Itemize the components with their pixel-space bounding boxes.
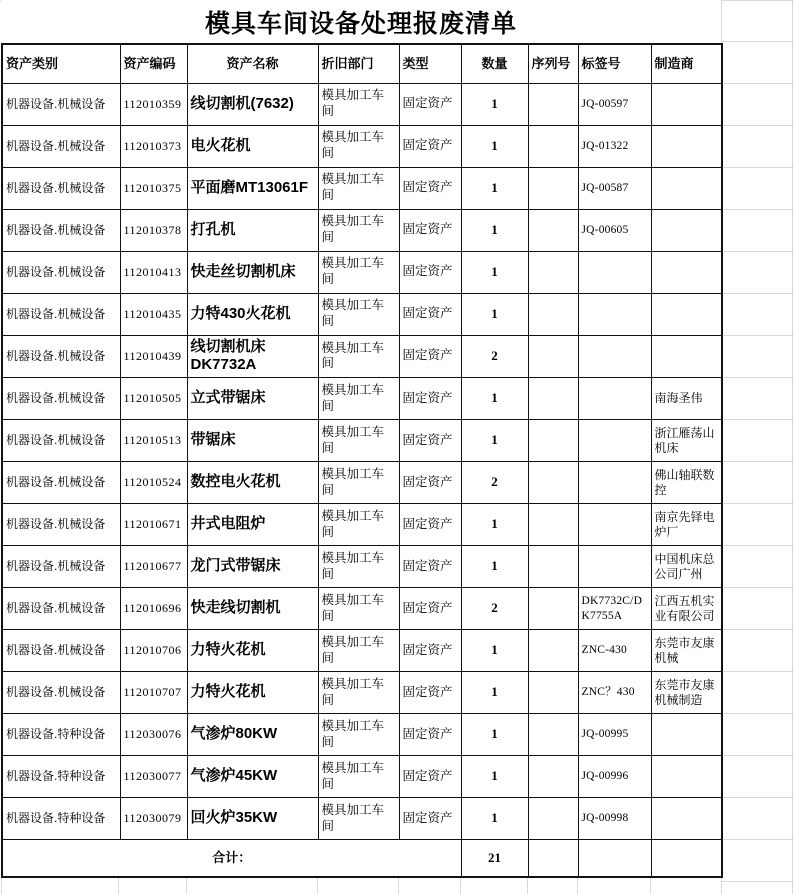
cell-tag-number: JQ-00587	[578, 167, 651, 209]
cell-asset-name: 快走线切割机	[187, 588, 318, 630]
table-row	[2, 378, 722, 420]
cell-tag-number: JQ-00998	[578, 798, 651, 840]
cell-depreciation-dept: 模具加工车间	[318, 125, 399, 167]
cell-depreciation-dept: 模具加工车间	[318, 335, 399, 378]
total-serial-empty	[528, 840, 578, 877]
table-row	[2, 672, 722, 714]
cell-manufacturer: 江西五机实业有限公司	[651, 588, 722, 630]
page-title: 模具车间设备处理报废清单	[1, 0, 721, 43]
cell-manufacturer: 南海圣伟	[651, 378, 722, 420]
cell-depreciation-dept: 模具加工车间	[318, 798, 399, 840]
cell-quantity: 1	[461, 504, 528, 546]
cell-serial-number	[528, 672, 578, 714]
grid-bottom-line	[721, 877, 722, 894]
column-header-depreciation-dept: 折旧部门	[318, 44, 399, 83]
cell-asset-category: 机器设备.机械设备	[2, 378, 120, 420]
cell-serial-number	[528, 378, 578, 420]
cell-asset-code: 112010373	[120, 125, 187, 167]
cell-quantity: 2	[461, 588, 528, 630]
spreadsheet-grid-right-margin	[721, 0, 794, 894]
cell-serial-number	[528, 756, 578, 798]
table-row	[2, 588, 722, 630]
cell-type: 固定资产	[399, 167, 461, 209]
cell-serial-number	[528, 335, 578, 378]
cell-quantity: 1	[461, 251, 528, 293]
cell-asset-category: 机器设备.机械设备	[2, 125, 120, 167]
cell-manufacturer	[651, 251, 722, 293]
cell-asset-name: 快走丝切割机床	[187, 251, 318, 293]
cell-asset-category: 机器设备.机械设备	[2, 420, 120, 462]
cell-asset-category: 机器设备.机械设备	[2, 83, 120, 125]
cell-asset-category: 机器设备.机械设备	[2, 293, 120, 335]
cell-quantity: 1	[461, 83, 528, 125]
cell-type: 固定资产	[399, 378, 461, 420]
cell-quantity: 1	[461, 167, 528, 209]
cell-asset-category: 机器设备.机械设备	[2, 672, 120, 714]
cell-asset-code: 112010505	[120, 378, 187, 420]
cell-type: 固定资产	[399, 546, 461, 588]
cell-manufacturer	[651, 756, 722, 798]
column-header-type: 类型	[399, 44, 461, 83]
cell-serial-number	[528, 798, 578, 840]
cell-tag-number: ZNC？430	[578, 672, 651, 714]
cell-asset-code: 112010707	[120, 672, 187, 714]
cell-serial-number	[528, 420, 578, 462]
cell-quantity: 1	[461, 672, 528, 714]
table-row	[2, 756, 722, 798]
cell-asset-code: 112010696	[120, 588, 187, 630]
cell-asset-code: 112010439	[120, 335, 187, 378]
cell-asset-category: 机器设备.特种设备	[2, 714, 120, 756]
cell-quantity: 1	[461, 756, 528, 798]
cell-asset-category: 机器设备.机械设备	[2, 588, 120, 630]
cell-serial-number	[528, 546, 578, 588]
cell-serial-number	[528, 462, 578, 504]
cell-quantity: 1	[461, 378, 528, 420]
grid-bottom-line	[317, 877, 318, 894]
cell-tag-number	[578, 420, 651, 462]
cell-serial-number	[528, 167, 578, 209]
cell-type: 固定资产	[399, 462, 461, 504]
cell-manufacturer	[651, 209, 722, 251]
column-header-manufacturer: 制造商	[651, 44, 722, 83]
table-row	[2, 630, 722, 672]
cell-type: 固定资产	[399, 293, 461, 335]
cell-manufacturer	[651, 167, 722, 209]
cell-tag-number: DK7732C/DK7755A	[578, 588, 651, 630]
cell-depreciation-dept: 模具加工车间	[318, 504, 399, 546]
cell-asset-category: 机器设备.机械设备	[2, 209, 120, 251]
cell-asset-name: 打孔机	[187, 209, 318, 251]
table-row	[2, 798, 722, 840]
cell-serial-number	[528, 125, 578, 167]
cell-serial-number	[528, 209, 578, 251]
cell-manufacturer	[651, 125, 722, 167]
cell-manufacturer: 东莞市友康机械	[651, 630, 722, 672]
table-row	[2, 83, 722, 125]
cell-tag-number: JQ-00995	[578, 714, 651, 756]
header-row	[2, 44, 722, 83]
table-row	[2, 251, 722, 293]
cell-asset-name: 气渗炉45KW	[187, 756, 318, 798]
cell-asset-name: 气渗炉80KW	[187, 714, 318, 756]
cell-quantity: 1	[461, 293, 528, 335]
cell-asset-code: 112010677	[120, 546, 187, 588]
cell-depreciation-dept: 模具加工车间	[318, 420, 399, 462]
table-row	[2, 420, 722, 462]
cell-tag-number	[578, 293, 651, 335]
table-row	[2, 209, 722, 251]
cell-tag-number	[578, 335, 651, 378]
cell-serial-number	[528, 83, 578, 125]
cell-depreciation-dept: 模具加工车间	[318, 378, 399, 420]
cell-quantity: 1	[461, 420, 528, 462]
column-header-serial-number: 序列号	[528, 44, 578, 83]
cell-type: 固定资产	[399, 672, 461, 714]
cell-asset-name: 力特火花机	[187, 630, 318, 672]
cell-tag-number	[578, 504, 651, 546]
cell-tag-number	[578, 462, 651, 504]
cell-asset-code: 112010671	[120, 504, 187, 546]
cell-depreciation-dept: 模具加工车间	[318, 756, 399, 798]
cell-asset-code: 112030076	[120, 714, 187, 756]
cell-type: 固定资产	[399, 420, 461, 462]
column-header-asset-name: 资产名称	[187, 44, 318, 83]
cell-asset-code: 112010706	[120, 630, 187, 672]
grid-bottom-line	[186, 877, 187, 894]
cell-asset-category: 机器设备.机械设备	[2, 167, 120, 209]
cell-type: 固定资产	[399, 251, 461, 293]
cell-asset-code: 112030077	[120, 756, 187, 798]
cell-tag-number: JQ-00996	[578, 756, 651, 798]
cell-quantity: 1	[461, 630, 528, 672]
cell-asset-name: 线切割机(7632)	[187, 83, 318, 125]
grid-bottom-line	[650, 877, 651, 894]
cell-asset-category: 机器设备.机械设备	[2, 546, 120, 588]
table-row	[2, 504, 722, 546]
cell-asset-category: 机器设备.机械设备	[2, 504, 120, 546]
cell-manufacturer: 东莞市友康机械制造	[651, 672, 722, 714]
cell-quantity: 1	[461, 125, 528, 167]
grid-bottom-line	[527, 877, 528, 894]
cell-manufacturer: 浙江雁荡山机床	[651, 420, 722, 462]
cell-type: 固定资产	[399, 209, 461, 251]
cell-depreciation-dept: 模具加工车间	[318, 293, 399, 335]
column-header-tag-number: 标签号	[578, 44, 651, 83]
cell-manufacturer	[651, 335, 722, 378]
cell-manufacturer	[651, 798, 722, 840]
cell-type: 固定资产	[399, 756, 461, 798]
cell-asset-category: 机器设备.机械设备	[2, 251, 120, 293]
cell-asset-name: 电火花机	[187, 125, 318, 167]
cell-asset-category: 机器设备.机械设备	[2, 462, 120, 504]
scrap-list-table	[1, 43, 723, 878]
table-row	[2, 125, 722, 167]
cell-asset-code: 112010375	[120, 167, 187, 209]
cell-asset-category: 机器设备.特种设备	[2, 756, 120, 798]
grid-bottom-line	[577, 877, 578, 894]
cell-tag-number: JQ-00597	[578, 83, 651, 125]
table-body	[2, 83, 722, 840]
grid-bottom-line	[398, 877, 399, 894]
cell-tag-number: ZNC-430	[578, 630, 651, 672]
cell-manufacturer	[651, 83, 722, 125]
column-header-quantity: 数量	[461, 44, 528, 83]
cell-depreciation-dept: 模具加工车间	[318, 462, 399, 504]
cell-serial-number	[528, 714, 578, 756]
cell-depreciation-dept: 模具加工车间	[318, 672, 399, 714]
cell-asset-code: 112010378	[120, 209, 187, 251]
column-header-asset-code: 资产编码	[120, 44, 187, 83]
total-manufacturer-empty	[651, 840, 722, 877]
cell-serial-number	[528, 293, 578, 335]
cell-asset-name: 回火炉35KW	[187, 798, 318, 840]
cell-asset-name: 带锯床	[187, 420, 318, 462]
cell-tag-number: JQ-01322	[578, 125, 651, 167]
table-row	[2, 462, 722, 504]
cell-quantity: 2	[461, 335, 528, 378]
grid-bottom-line	[118, 877, 119, 894]
cell-serial-number	[528, 588, 578, 630]
cell-type: 固定资产	[399, 83, 461, 125]
cell-quantity: 1	[461, 546, 528, 588]
cell-depreciation-dept: 模具加工车间	[318, 714, 399, 756]
cell-serial-number	[528, 630, 578, 672]
cell-tag-number	[578, 378, 651, 420]
total-quantity: 21	[461, 840, 528, 877]
cell-asset-code: 112010513	[120, 420, 187, 462]
cell-manufacturer	[651, 714, 722, 756]
total-row	[2, 840, 722, 877]
cell-type: 固定资产	[399, 125, 461, 167]
cell-asset-category: 机器设备.特种设备	[2, 798, 120, 840]
table-row	[2, 293, 722, 335]
cell-tag-number	[578, 251, 651, 293]
cell-manufacturer	[651, 293, 722, 335]
cell-asset-name: 力特火花机	[187, 672, 318, 714]
cell-asset-category: 机器设备.机械设备	[2, 630, 120, 672]
column-header-asset-category: 资产类别	[2, 44, 120, 83]
cell-asset-name: 井式电阻炉	[187, 504, 318, 546]
cell-depreciation-dept: 模具加工车间	[318, 630, 399, 672]
cell-type: 固定资产	[399, 630, 461, 672]
cell-quantity: 1	[461, 209, 528, 251]
cell-manufacturer: 佛山轴联数控	[651, 462, 722, 504]
cell-depreciation-dept: 模具加工车间	[318, 167, 399, 209]
cell-manufacturer: 南京先铎电炉厂	[651, 504, 722, 546]
total-tag-empty	[578, 840, 651, 877]
cell-type: 固定资产	[399, 335, 461, 378]
cell-depreciation-dept: 模具加工车间	[318, 588, 399, 630]
cell-manufacturer: 中国机床总公司广州	[651, 546, 722, 588]
cell-depreciation-dept: 模具加工车间	[318, 546, 399, 588]
cell-asset-name: 平面磨MT13061F	[187, 167, 318, 209]
cell-serial-number	[528, 251, 578, 293]
cell-tag-number	[578, 546, 651, 588]
cell-asset-name: 数控电火花机	[187, 462, 318, 504]
table-row	[2, 167, 722, 209]
cell-type: 固定资产	[399, 798, 461, 840]
grid-bottom-line	[1, 877, 2, 894]
cell-depreciation-dept: 模具加工车间	[318, 209, 399, 251]
grid-bottom-line	[460, 877, 461, 894]
cell-asset-name: 线切割机床DK7732A	[187, 335, 318, 378]
cell-asset-name: 立式带锯床	[187, 378, 318, 420]
cell-quantity: 1	[461, 798, 528, 840]
total-label: 合计：	[2, 840, 461, 877]
cell-asset-name: 龙门式带锯床	[187, 546, 318, 588]
cell-asset-code: 112030079	[120, 798, 187, 840]
cell-asset-code: 112010524	[120, 462, 187, 504]
cell-asset-code: 112010413	[120, 251, 187, 293]
cell-type: 固定资产	[399, 504, 461, 546]
cell-asset-category: 机器设备.机械设备	[2, 335, 120, 378]
cell-asset-name: 力特430火花机	[187, 293, 318, 335]
cell-tag-number: JQ-00605	[578, 209, 651, 251]
cell-asset-code: 112010359	[120, 83, 187, 125]
cell-quantity: 2	[461, 462, 528, 504]
grid-vertical-line	[792, 0, 793, 894]
table-row	[2, 714, 722, 756]
cell-type: 固定资产	[399, 588, 461, 630]
cell-asset-code: 112010435	[120, 293, 187, 335]
table-row	[2, 546, 722, 588]
cell-quantity: 1	[461, 714, 528, 756]
cell-serial-number	[528, 504, 578, 546]
table-row	[2, 335, 722, 378]
cell-depreciation-dept: 模具加工车间	[318, 83, 399, 125]
cell-depreciation-dept: 模具加工车间	[318, 251, 399, 293]
cell-type: 固定资产	[399, 714, 461, 756]
